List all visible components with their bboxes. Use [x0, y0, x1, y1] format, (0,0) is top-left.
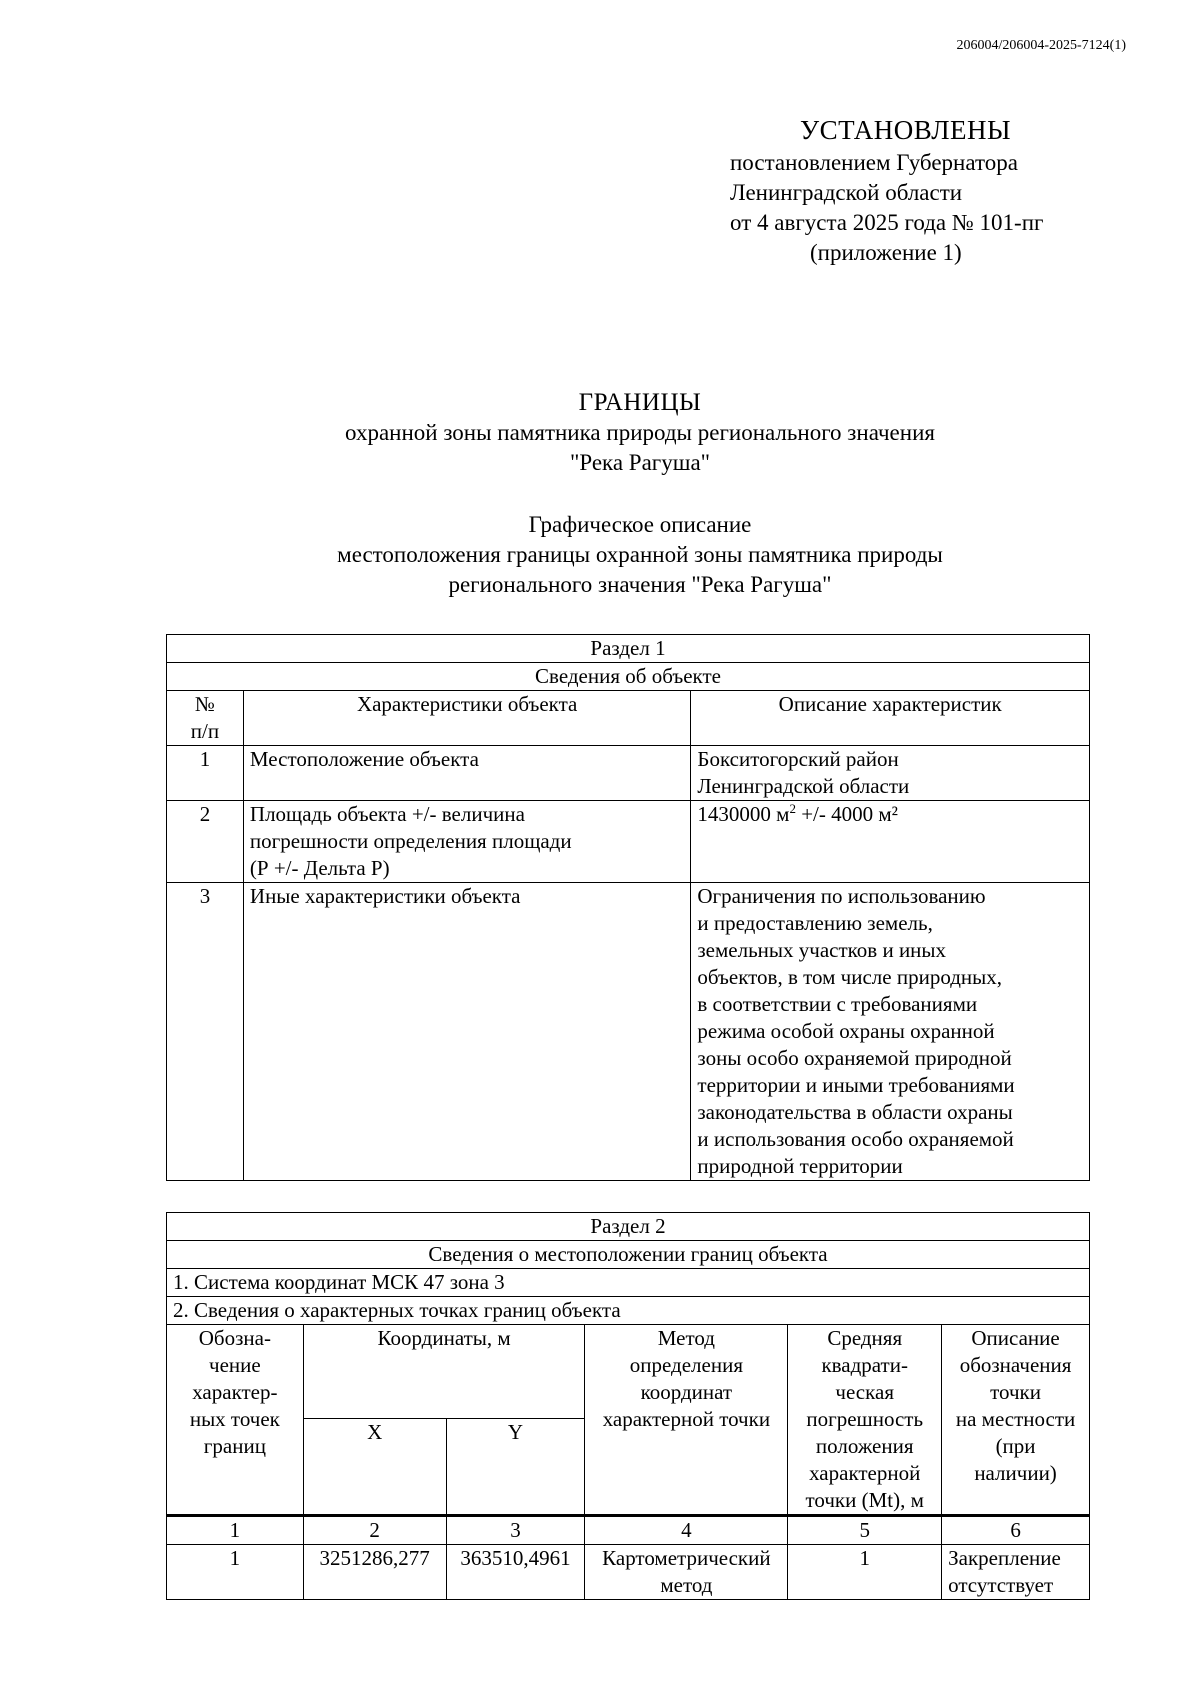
coordinate-system: 1. Система координат МСК 47 зона 3 [167, 1269, 1090, 1297]
area-value: 1430000 $м^2$ +/- 4000 м² [691, 801, 1090, 883]
section-1-table [166, 634, 1090, 1181]
section-2-header-row [167, 1325, 1090, 1419]
header-description: Описание характеристик [691, 691, 1090, 746]
header-x: X [303, 1418, 446, 1515]
table-row: 2 Площадь объекта +/- величина погрешности определения площади (Р +/- Дельта Р) 1430000 $м^2$ +/- 4000 м² [167, 801, 1090, 883]
approval-line-2: Ленинградской области [730, 180, 963, 205]
approval-appendix: (приложение 1) [810, 240, 962, 265]
table-row: 1 Местоположение объекта Бокситогорский район Ленинградской области [167, 746, 1090, 801]
document-subtitle-line-1: охранной зоны памятника природы регионального значения [345, 420, 935, 445]
table-row: 3 Иные характеристики объекта Ограничения по использованию и предоставлению земель, земельных участков и иных объектов, в том числе природных, в соответствии с требованиями режима особой охраны охранной зоны особо охраняемой природной территории и иными требованиями законодательства в области охраны и использования особо охраняемой природной территории [167, 883, 1090, 1181]
section-1-subtitle: Сведения об объекте [167, 663, 1090, 691]
description-title-line-1: Графическое описание [528, 512, 752, 537]
description-title-line-2: местоположения границы охранной зоны памятника природы [337, 542, 943, 567]
column-numbers-row: 1 2 3 4 5 6 [167, 1516, 1090, 1545]
approval-line-1: постановлением Губернатора [730, 150, 1018, 175]
section-1-header-row [167, 691, 1090, 746]
points-title: 2. Сведения о характерных точках границ объекта [167, 1297, 1090, 1325]
header-characteristic: Характеристики объекта [243, 691, 690, 746]
document-title-block [200, 388, 1080, 600]
section-2-title: Раздел 2 [167, 1213, 1090, 1241]
section-2-subtitle: Сведения о местоположении границ объекта [167, 1241, 1090, 1269]
header-mt: Средняя квадрати- ческая погрешность положения характерной точки (Mt), м [788, 1325, 942, 1516]
approval-stamp [730, 112, 1110, 268]
document-registration-number: 206004/206004-2025-7124(1) [956, 38, 1126, 53]
table-row: 1 3251286,277 363510,4961 Картометрический метод 1 Закрепление отсутствует [167, 1545, 1090, 1600]
approval-heading: УСТАНОВЛЕНЫ [800, 115, 1012, 145]
approval-line-3: от 4 августа 2025 года № 101-пг [730, 210, 1044, 235]
header-y: Y [446, 1418, 585, 1515]
header-coordinates: Координаты, м [303, 1325, 585, 1419]
document-title: ГРАНИЦЫ [578, 389, 702, 416]
document-subtitle-line-2: "Река Рагуша" [569, 450, 711, 475]
section-2-table [166, 1212, 1090, 1600]
description-title-line-3: регионального значения "Река Рагуша" [448, 572, 832, 597]
section-1-title: Раздел 1 [167, 635, 1090, 663]
header-point-description: Описание обозначения точки на местности (при наличии) [942, 1325, 1090, 1516]
header-designation: Обозна- чение характер- ных точек границ [167, 1325, 304, 1516]
header-num: № п/п [167, 691, 244, 746]
header-method: Метод определения координат характерной точки [585, 1325, 788, 1516]
